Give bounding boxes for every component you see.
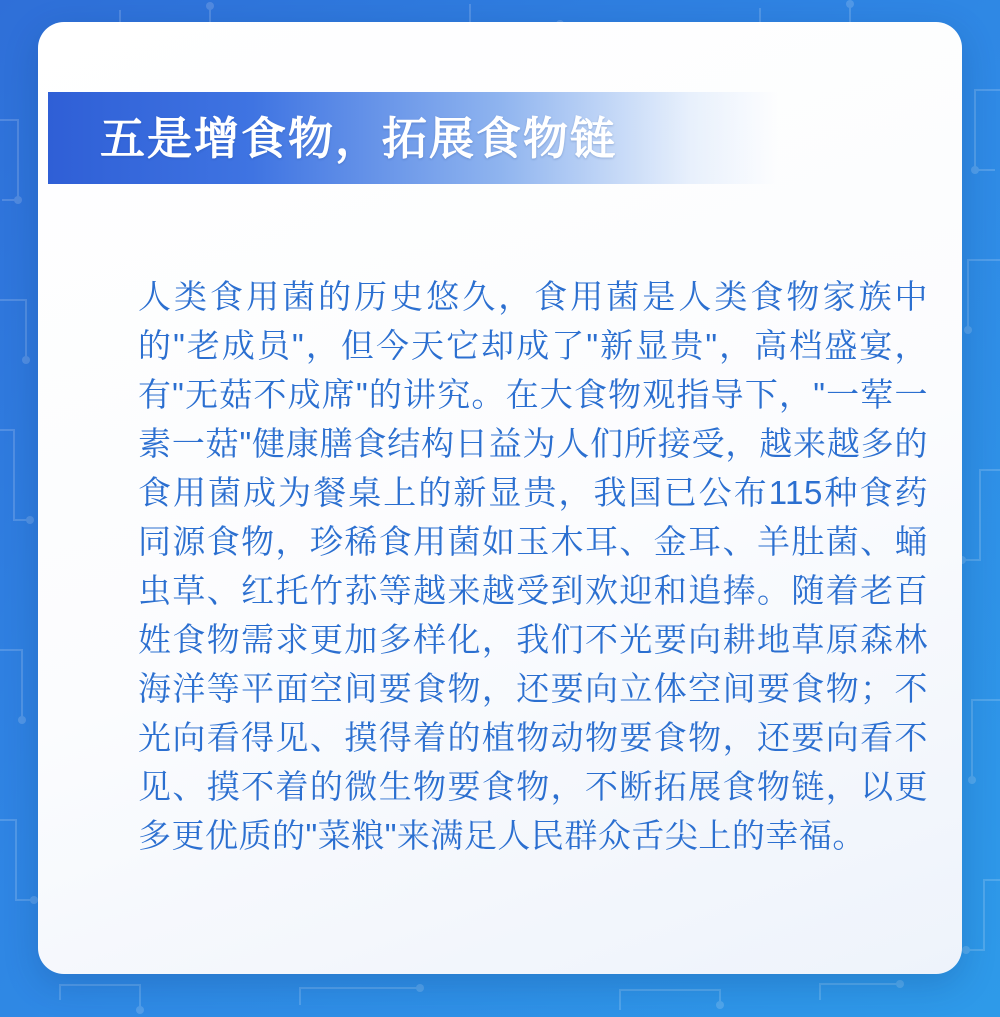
- body-paragraph: 人类食用菌的历史悠久，食用菌是人类食物家族中的"老成员"，但今天它却成了"新显贵"，高档盛宴，有"无菇不成席"的讲究。在大食物观指导下，"一荤一素一菇"健康膳食结构日益为人们所接受，越来越多的食用菌成为餐桌上的新显贵，我国已公布115种食药同源食物，珍稀食用菌如玉木耳、金耳、羊肚菌、蛹虫草、红托竹荪等越来越受到欢迎和追捧。随着老百姓食物需求更加多样化，我们不光要向耕地草原森林海洋等平面空间要食物，还要向立体空间要食物；不光向看得见、摸得着的植物动物要食物，还要向看不见、摸不着的微生物要食物，不断拓展食物链，以更多更优质的"菜粮"来满足人民群众舌尖上的幸福。: [138, 278, 928, 854]
- page-title: 五是增食物，拓展食物链: [100, 112, 618, 164]
- section-title-banner: [48, 92, 778, 184]
- content-card: [38, 22, 962, 974]
